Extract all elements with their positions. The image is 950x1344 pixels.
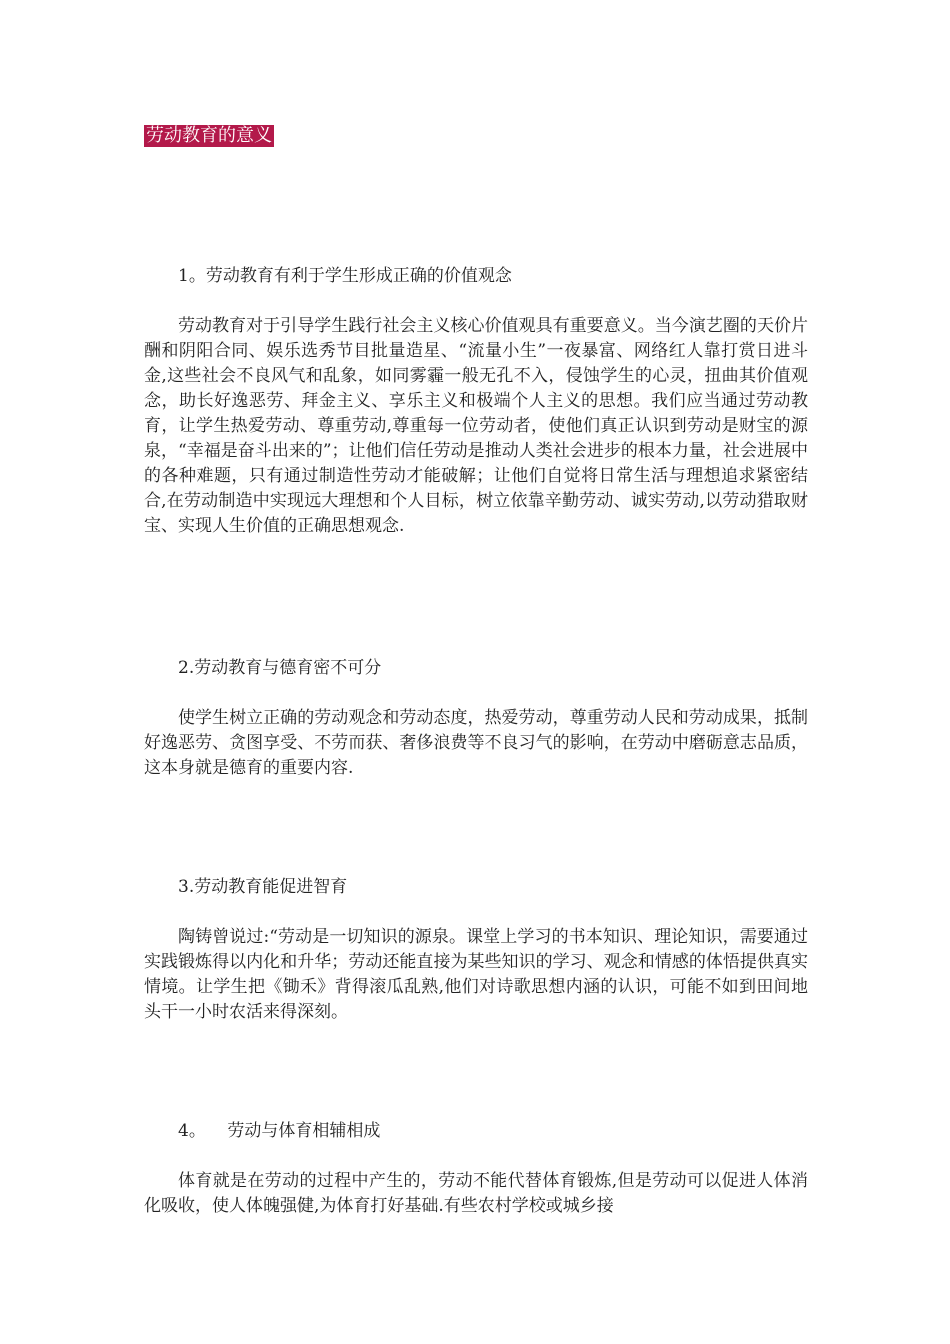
section-2-body: 使学生树立正确的劳动观念和劳动态度，热爱劳动，尊重劳动人民和劳动成果，抵制好逸恶劳、贪图享受、不劳而获、奢侈浪费等不良习气的影响，在劳动中磨砺意志品质，这本身就是德育的重要内容. [144,708,808,778]
section-1-body: 劳动教育对于引导学生践行社会主义核心价值观具有重要意义。当今演艺圈的天价片酬和阴阳合同、娱乐选秀节目批量造星、“流量小生”一夜暴富、网络红人靠打赏日进斗金,这些社会不良风气和乱象，如同雾霾一般无孔不入，侵蚀学生的心灵，扭曲其价值观念，助长好逸恶劳、拜金主义、享乐主义和极端个人主义的思想。我们应当通过劳动教育，让学生热爱劳动、尊重劳动,尊重每一位劳动者，使他们真正认识到劳动是财宝的源泉，“幸福是奋斗出来的”；让他们信任劳动是推动人类社会进步的根本力量，社会进展中的各种难题，只有通过制造性劳动才能破解；让他们自觉将日常生活与理想追求紧密结合,在劳动制造中实现远大理想和个人目标，树立依靠辛勤劳动、诚实劳动,以劳动猎取财宝、实现人生价值的正确思想观念. [144,316,808,536]
document-title: 劳动教育的意义 [146,125,272,146]
section-3-body: 陶铸曾说过:“劳动是一切知识的源泉。课堂上学习的书本知识、理论知识，需要通过实践锻炼得以内化和升华；劳动还能直接为某些知识的学习、观念和情感的体悟提供真实情境。让学生把《锄禾》背得滚瓜乱熟,他们对诗歌思想内涵的认识，可能不如到田间地头干一小时农活来得深刻。 [144,927,808,1022]
section-3-heading: 3.劳动教育能促进智育 [178,877,348,897]
section-1-heading: 1。劳动教育有利于学生形成正确的价值观念 [178,266,512,286]
section-2-heading: 2.劳动教育与德育密不可分 [178,658,382,678]
section-4-heading: 4。 劳动与体育相辅相成 [178,1121,381,1141]
section-4-body: 体育就是在劳动的过程中产生的，劳动不能代替体育锻炼,但是劳动可以促进人体消化吸收，使人体魄强健,为体育打好基础.有些农村学校或城乡接 [144,1171,808,1216]
